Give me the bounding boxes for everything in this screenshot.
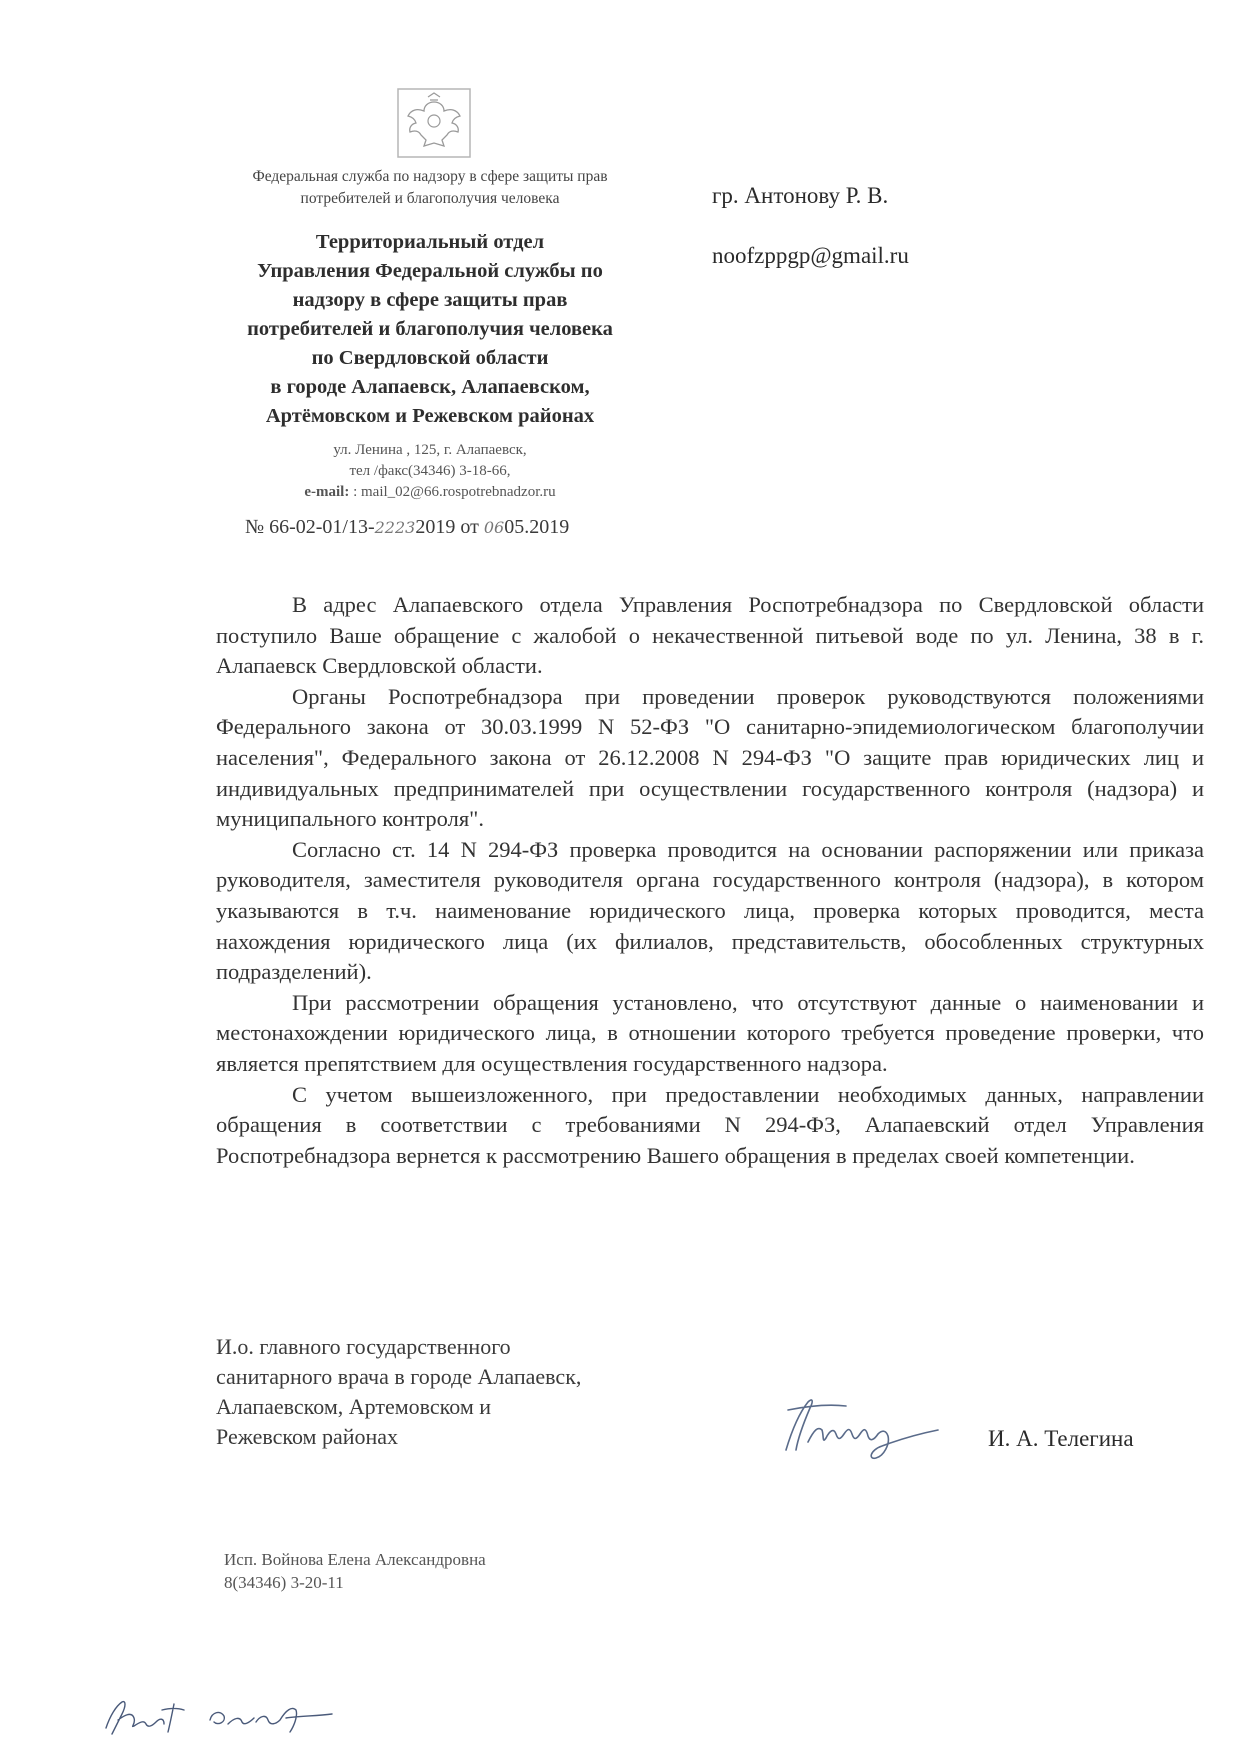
body-paragraph: Органы Роспотребнадзора при проведении проверок руководствуются положениями Федерального закона от 30.03.1999 N 52-ФЗ "О санитарно-эпидемиологическом благополучии населения", Федерального закона от 26.12.2008 N 294-ФЗ "О защите прав юридических лиц и индивидуальных предпринимателей при осуществлении государственного контроля (надзора) и муниципального контроля". xyxy=(216,683,1204,832)
department-address xyxy=(230,440,630,503)
department-line: потребителей и благополучия человека xyxy=(247,318,613,340)
recipient-name: гр. Антонову Р. В. xyxy=(712,183,889,208)
executor-phone: 8(34346) 3-20-11 xyxy=(224,1573,344,1592)
registration-number xyxy=(245,516,569,539)
role-line: санитарного врача в городе Алапаевск, xyxy=(216,1364,582,1389)
address-line: ул. Ленина , 125, г. Алапаевск, xyxy=(333,442,527,458)
department-line: надзору в сфере защиты прав xyxy=(292,289,568,311)
reg-handwritten-day: 06 xyxy=(483,518,505,537)
reg-date-rest: 05.2019 xyxy=(504,516,570,538)
role-line: Алапаевском, Артемовском и xyxy=(216,1394,492,1419)
role-line: И.о. главного государственного xyxy=(216,1334,511,1359)
executor-info xyxy=(224,1548,486,1594)
department-line: по Свердловской области xyxy=(311,347,549,369)
signer-name: И. А. Телегина xyxy=(988,1426,1134,1451)
body-paragraph: Согласно ст. 14 N 294-ФЗ проверка проводится на основании распоряжении или приказа руководителя, заместителя руководителя органа государственного контроля (надзора), в котором указываются в т.ч. наименование юридического лица, проверка которых проводится, места нахождения юридического лица (их филиалов, представительств, обособленных структурных подразделений). xyxy=(216,836,1204,985)
coat-of-arms-emblem xyxy=(397,88,471,158)
signer-role xyxy=(216,1332,696,1452)
department-line: Территориальный отдел xyxy=(315,231,545,253)
body-paragraph: С учетом вышеизложенного, при предоставлении необходимых данных, направлении обращения в соответствии с требованиями N 294-ФЗ, Алапаевский отдел Управления Роспотребнадзора вернется к рассмотрению Вашего обращения в пределах своей компетенции. xyxy=(216,1081,1204,1168)
department-name xyxy=(180,228,680,431)
body-paragraph: При рассмотрении обращения установлено, что отсутствуют данные о наименовании и местонахождении юридического лица, в отношении которого требуется проведение проверки, что является препятствием для осуществления государственного надзора. xyxy=(216,989,1204,1076)
reg-year-text: 2019 от xyxy=(415,516,484,538)
agency-name xyxy=(180,166,680,210)
executor-name: Исп. Войнова Елена Александровна xyxy=(224,1550,486,1569)
role-line: Режевском районах xyxy=(216,1424,399,1449)
agency-line: потребителей и благополучия человека xyxy=(300,190,560,207)
recipient-email: noofzppgp@gmail.ru xyxy=(712,243,909,268)
department-line: Артёмовском и Режевском районах xyxy=(265,405,595,427)
body-paragraph: В адрес Алапаевского отдела Управления Роспотребнадзора по Свердловской области поступило Ваше обращение с жалобой о некачественной питьевой воде по ул. Ленина, 38 в г. Алапаевск Свердловской области. xyxy=(216,592,1204,679)
email-value: : mail_02@66.rospotrebnadzor.ru xyxy=(349,484,556,500)
email-line xyxy=(230,482,630,503)
email-label: e-mail: xyxy=(304,484,350,500)
reg-prefix: № 66-02-01/13- xyxy=(245,516,375,538)
department-line: в городе Алапаевск, Алапаевском, xyxy=(270,376,590,398)
handwritten-note xyxy=(100,1690,340,1740)
letter-body xyxy=(216,590,1204,1171)
address-line: тел /факс(34346) 3-18-66, xyxy=(349,463,511,479)
department-line: Управления Федеральной службы по xyxy=(257,260,603,282)
handwritten-signature xyxy=(778,1390,958,1462)
reg-handwritten-number: 2223 xyxy=(374,518,416,537)
agency-line: Федеральная служба по надзору в сфере защиты прав xyxy=(252,168,608,185)
